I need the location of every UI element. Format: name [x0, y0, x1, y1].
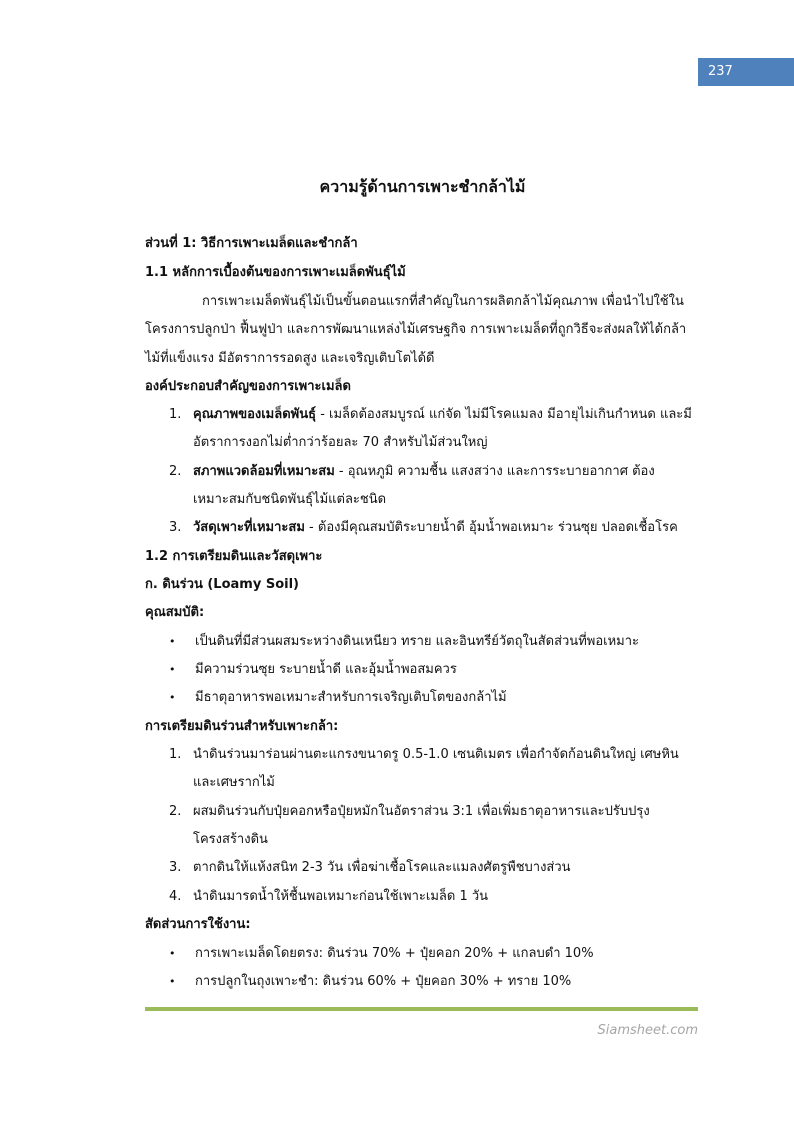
bullet-text: การปลูกในถุงเพาะชำ: ดินร่วน 60% + ปุ๋ยคอก 30% + ทราย 10%: [195, 974, 572, 989]
bullet-text: มีความร่วนซุย ระบายน้ำดี และอุ้มน้ำพอสมควร: [195, 662, 457, 677]
bullet-item: [169, 970, 571, 991]
list-item: [169, 743, 679, 764]
list-number: 1.: [169, 407, 182, 422]
bullet-text: การเพาะเมล็ดโดยตรง: ดินร่วน 70% + ปุ๋ยคอก 20% + แกลบดำ 10%: [195, 946, 594, 961]
section-heading-1-1: 1.1 หลักการเบื้องต้นของการเพาะเมล็ดพันธุ์ไม้: [145, 265, 406, 280]
list-text: นำดินร่วนมาร่อนผ่านตะแกรงขนาดรู 0.5-1.0 เซนติเมตร เพื่อกำจัดก้อนดินใหญ่ เศษหิน: [193, 747, 679, 762]
bullet-item: [169, 942, 594, 963]
list-item-continuation: เหมาะสมกับชนิดพันธุ์ไม้แต่ละชนิด: [193, 492, 387, 507]
list-number: 1.: [169, 747, 182, 762]
list-item-continuation: โครงสร้างดิน: [193, 832, 268, 847]
page-number: 237: [708, 64, 733, 79]
bullet-item: [169, 658, 457, 679]
list-number: 4.: [169, 889, 182, 904]
bullet-icon: •: [169, 663, 176, 676]
list-item-continuation: อัตราการงอกไม่ต่ำกว่าร้อยละ 70 สำหรับไม้ส่วนใหญ่: [193, 435, 488, 450]
list-text: นำดินมารดน้ำให้ชื้นพอเหมาะก่อนใช้เพาะเมล็ด 1 วัน: [193, 889, 489, 904]
footer-divider: [145, 1007, 698, 1011]
list-number: 3.: [169, 520, 182, 535]
paragraph-line: ไม้ที่แข็งแรง มีอัตราการรอดสูง และเจริญเติบโตได้ดี: [145, 351, 435, 366]
bullet-item: [169, 630, 639, 651]
list-text: - อุณหภูมิ ความชื้น แสงสว่าง และการระบายอากาศ ต้อง: [334, 464, 655, 479]
paragraph-line: โครงการปลูกป่า ฟื้นฟูป่า และการพัฒนาแหล่งไม้เศรษฐกิจ การเพาะเมล็ดที่ถูกวิธีจะส่งผลให้ได้กล้า: [145, 322, 687, 337]
footer-brand: Siamsheet.com: [597, 1023, 698, 1038]
properties-heading: คุณสมบัติ:: [145, 605, 205, 620]
list-item: [169, 800, 650, 821]
bullet-text: มีธาตุอาหารพอเหมาะสำหรับการเจริญเติบโตของกล้าไม้: [195, 690, 507, 705]
bullet-icon: •: [169, 635, 176, 648]
part-heading: ส่วนที่ 1: วิธีการเพาะเมล็ดและชำกล้า: [145, 236, 358, 251]
paragraph-line: การเพาะเมล็ดพันธุ์ไม้เป็นขั้นตอนแรกที่สำคัญในการผลิตกล้าไม้คุณภาพ เพื่อนำไปใช้ใน: [202, 294, 684, 309]
bullet-icon: •: [169, 947, 176, 960]
list-item: [169, 856, 571, 877]
components-heading: องค์ประกอบสำคัญของการเพาะเมล็ด: [145, 379, 351, 394]
bullet-icon: •: [169, 975, 176, 988]
section-heading-1-2: 1.2 การเตรียมดินและวัสดุเพาะ: [145, 549, 323, 564]
list-item: [169, 885, 488, 906]
bullet-item: [169, 686, 507, 707]
ratio-heading: สัดส่วนการใช้งาน:: [145, 917, 251, 932]
page-number-tab: [698, 58, 794, 86]
document-title: ความรู้ด้านการเพาะชำกล้าไม้: [319, 177, 526, 196]
bullet-icon: •: [169, 691, 176, 704]
bullet-text: เป็นดินที่มีส่วนผสมระหว่างดินเหนียว ทราย และอินทรีย์วัตถุในสัดส่วนที่พอเหมาะ: [195, 634, 639, 649]
list-item-continuation: และเศษรากไม้: [193, 775, 275, 790]
list-term: วัสดุเพาะที่เหมาะสม: [193, 520, 305, 535]
list-text: ตากดินให้แห้งสนิท 2-3 วัน เพื่อฆ่าเชื้อโรคและแมลงศัตรูพืชบางส่วน: [193, 860, 571, 875]
list-term: คุณภาพของเมล็ดพันธุ์: [193, 407, 317, 422]
list-text: ผสมดินร่วนกับปุ๋ยคอกหรือปุ๋ยหมักในอัตราส่วน 3:1 เพื่อเพิ่มธาตุอาหารและปรับปรุง: [193, 804, 650, 819]
list-item: [169, 460, 655, 481]
list-text: - ต้องมีคุณสมบัติระบายน้ำดี อุ้มน้ำพอเหมาะ ร่วนซุย ปลอดเชื้อโรค: [304, 520, 678, 535]
list-number: 2.: [169, 464, 182, 479]
list-number: 2.: [169, 804, 182, 819]
list-number: 3.: [169, 860, 182, 875]
list-item: [169, 516, 678, 537]
list-text: - เมล็ดต้องสมบูรณ์ แก่จัด ไม่มีโรคแมลง มีอายุไม่เกินกำหนด และมี: [316, 407, 692, 422]
list-term: สภาพแวดล้อมที่เหมาะสม: [193, 464, 335, 479]
prep-heading: การเตรียมดินร่วนสำหรับเพาะกล้า:: [145, 719, 339, 734]
sub-heading: ก. ดินร่วน (Loamy Soil): [145, 577, 299, 592]
list-item: [169, 403, 692, 424]
